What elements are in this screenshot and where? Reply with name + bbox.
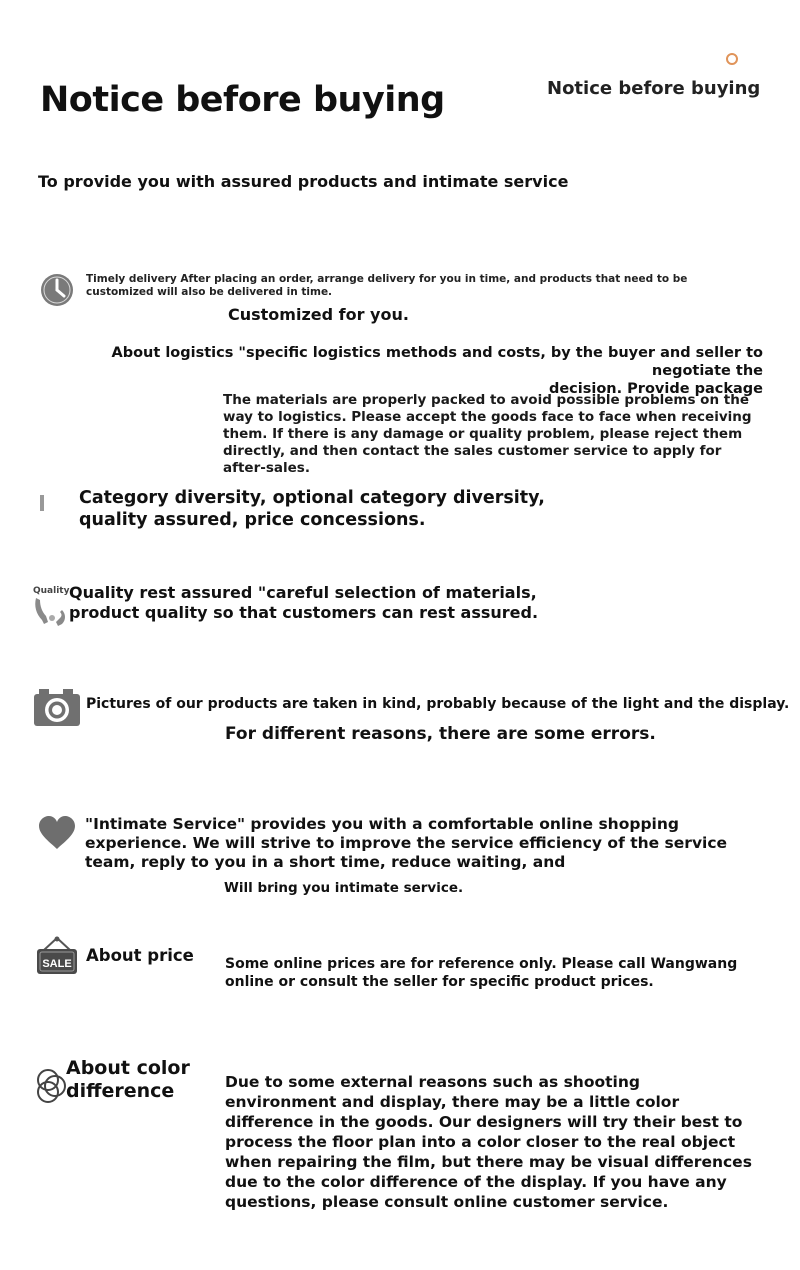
reasons-text: For different reasons, there are some errors.	[225, 724, 656, 744]
pictures-text: Pictures of our products are taken in kind, probably because of the light and the display.	[86, 696, 790, 712]
quality-text: Quality rest assured "careful selection of materials, product quality so that customers can rest assured.	[69, 583, 539, 622]
category-text: Category diversity, optional category diversity, quality assured, price concessions.	[79, 488, 545, 530]
price-heading: About price	[86, 946, 194, 965]
price-text: Some online prices are for reference only. Please call Wangwang online or consult the seller for specific product prices.	[225, 956, 738, 990]
category-marker	[40, 495, 44, 511]
sale-sign-icon	[36, 936, 78, 976]
accent-ring-icon	[726, 53, 738, 65]
logistics-text	[58, 344, 763, 398]
thumbs-up-icon	[32, 596, 72, 628]
clock-icon	[39, 272, 75, 308]
service-text: "Intimate Service" provides you with a comfortable online shopping experience. We will strive to improve the service efficiency of the service team, reply to you in a short time, reduce waiting, and	[85, 815, 728, 871]
customized-text: Customized for you.	[228, 305, 409, 324]
header-title-right: Notice before buying	[547, 78, 761, 99]
sale-sign-text: SALE	[42, 958, 72, 970]
heart-icon	[37, 815, 77, 851]
quality-label: Quality	[33, 586, 70, 596]
logistics-line-1: About logistics "specific logistics methods and costs, by the buyer and seller to negotiate the	[111, 345, 763, 379]
service-extra-text: Will bring you intimate service.	[224, 880, 464, 896]
logistics-line-2: decision. Provide package	[548, 381, 763, 397]
color-text: Due to some external reasons such as shooting environment and display, there may be a little color difference in the goods. Our designers will try their best to process the floor plan into a color closer to the real object when repairing the film, but there may be visual differences due to the color difference of the display. If you have any questions, please consult online customer service.	[225, 1073, 752, 1211]
materials-text: The materials are properly packed to avoid possible problems on the way to logistics. Please accept the goods face to face when receiving them. If there is any damage or quality problem, please reject them directly, and then contact the sales customer service to apply for after-sales.	[223, 392, 752, 476]
page-subtitle: To provide you with assured products and intimate service	[38, 172, 569, 191]
color-heading: About color difference	[66, 1057, 190, 1102]
camera-icon	[33, 687, 81, 727]
color-circles-icon	[35, 1065, 69, 1105]
page-title: Notice before buying	[40, 80, 445, 120]
delivery-text: Timely delivery After placing an order, arrange delivery for you in time, and products that need to be customized will also be delivered in time.	[86, 273, 688, 298]
